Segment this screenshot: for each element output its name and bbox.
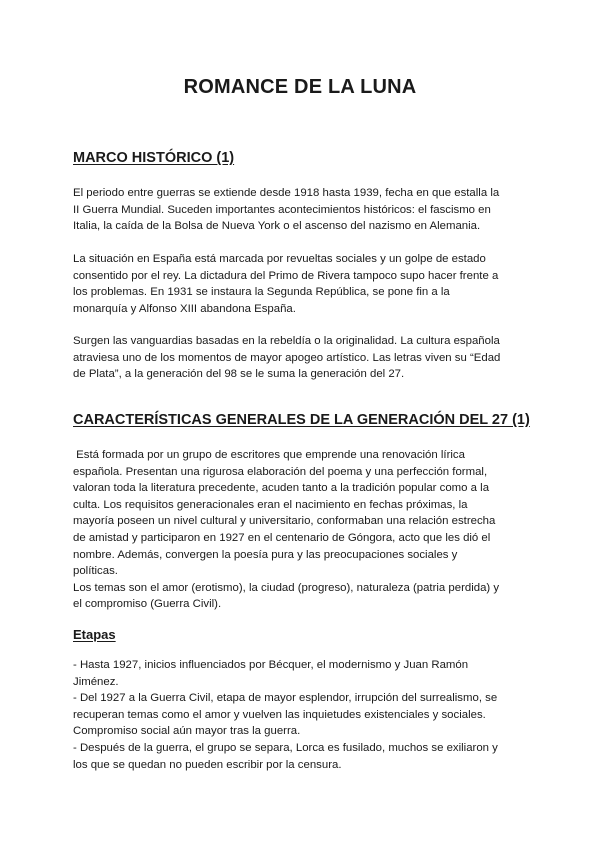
text-line: de amistad y participaron en 1927 en el centenario de Góngora, acto que les dió el <box>73 531 491 544</box>
text-line: El periodo entre guerras se extiende desde 1918 hasta 1939, fecha en que estalla la <box>73 187 500 199</box>
text-line: II Guerra Mundial. Suceden importantes acontecimientos históricos: el fascismo en <box>73 203 491 216</box>
text-line: los problemas. En 1931 se instaura la Segunda República, se pone fin a la <box>73 286 450 299</box>
text-line: española. Presentan una rigurosa elaboración del poema y una perfección formal, <box>73 465 488 478</box>
text-line: Jiménez. <box>73 675 119 688</box>
heading-marco-historico: MARCO HISTÓRICO (1) <box>73 150 235 166</box>
paragraph-marco-1 <box>73 185 535 235</box>
page-title: ROMANCE DE LA LUNA <box>183 76 417 98</box>
text-line: - Hasta 1927, inicios influenciados por Bécquer, el modernismo y Juan Ramón <box>73 659 469 671</box>
text-line: políticas. <box>73 565 118 578</box>
text-line: Compromiso social aún mayor tras la guerra. <box>73 725 301 738</box>
text-line: atraviesa uno de los momentos de mayor apogeo artístico. Las letras viven su “Edad <box>73 351 501 364</box>
text-line: nombre. Además, convergen la poesía pura y las preocupaciones sociales y <box>73 548 458 561</box>
text-line: el compromiso (Guerra Civil). <box>73 598 222 611</box>
text-line: - Después de la guerra, el grupo se separa, Lorca es fusilado, muchos se exiliaron y <box>73 741 498 754</box>
text-line: monarquía y Alfonso XIII abandona España. <box>73 302 296 315</box>
heading-caracteristicas: CARACTERÍSTICAS GENERALES DE LA GENERACIÓN DEL 27 (1) <box>73 412 530 428</box>
text-line: - Del 1927 a la Guerra Civil, etapa de mayor esplendor, irrupción del surrealismo, se <box>73 692 498 705</box>
paragraph-caracteristicas <box>73 447 535 613</box>
text-line: Surgen las vanguardias basadas en la rebeldía o la originalidad. La cultura española <box>73 335 500 347</box>
text-line: recuperan temas como el amor y vuelven las inquietudes existenciales y sociales. <box>73 708 486 721</box>
heading-etapas: Etapas <box>73 627 116 642</box>
text-line: Italia, la caída de la Bolsa de Nueva York o el ascenso del nazismo en Alemania. <box>73 220 481 233</box>
text-line: los que se quedan no pueden escribir por la censura. <box>73 758 342 771</box>
text-line: Está formada por un grupo de escritores que emprende una renovación lírica <box>73 449 465 461</box>
paragraph-etapas <box>73 657 535 773</box>
text-line: consentido por el rey. La dictadura del Primo de Rivera tampoco supo hacer frente a <box>73 269 499 282</box>
paragraph-marco-3 <box>73 333 535 383</box>
text-line: La situación en España está marcada por revueltas sociales y un golpe de estado <box>73 253 486 265</box>
text-line: Los temas son el amor (erotismo), la ciudad (progreso), naturaleza (patria perdida) y <box>73 581 500 594</box>
text-line: mayoría poseen un nivel cultural y universitario, conformaban una relación estrecha <box>73 515 496 528</box>
paragraph-marco-2 <box>73 251 535 317</box>
text-line: de Plata”, a la generación del 98 se le suma la generación del 27. <box>73 368 405 381</box>
text-line: culta. Los requisitos generacionales eran el nacimiento en fechas próximas, la <box>73 498 468 511</box>
text-line: valoran toda la literatura precedente, acuden tanto a la tradición popular como a la <box>73 482 490 495</box>
